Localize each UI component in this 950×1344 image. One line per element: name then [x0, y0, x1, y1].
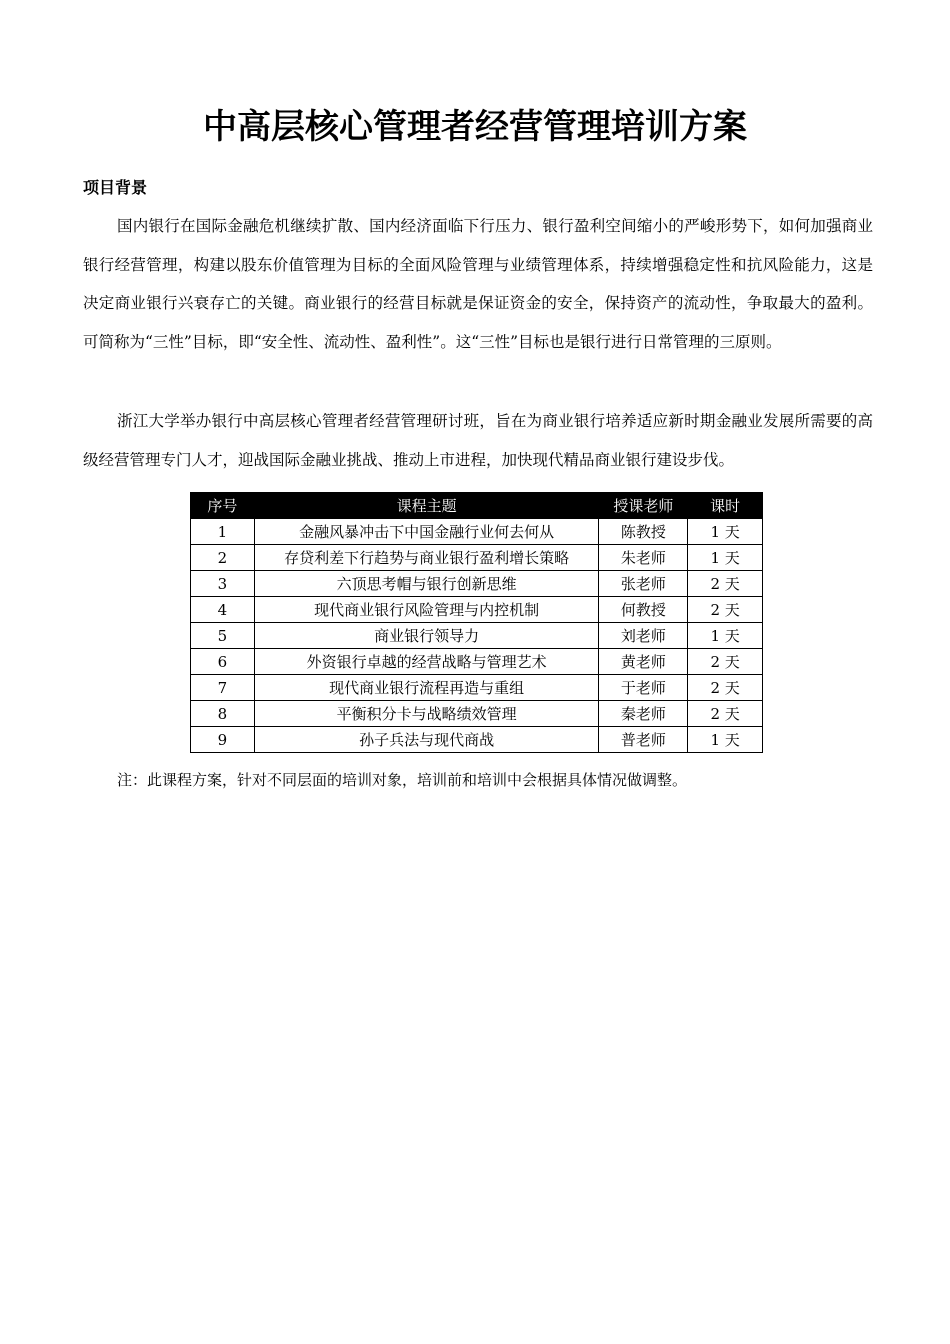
cell-teacher: 张老师 — [599, 571, 688, 597]
cell-hours: 2 天 — [688, 675, 763, 701]
cell-hours: 1 天 — [688, 727, 763, 753]
cell-teacher: 朱老师 — [599, 545, 688, 571]
footnote: 注：此课程方案，针对不同层面的培训对象，培训前和培训中会根据具体情况做调整。 — [117, 771, 688, 789]
cell-number: 4 — [191, 597, 255, 623]
cell-teacher: 于老师 — [599, 675, 688, 701]
cell-topic: 商业银行领导力 — [254, 623, 599, 649]
cell-teacher: 黄老师 — [599, 649, 688, 675]
cell-topic: 平衡积分卡与战略绩效管理 — [254, 701, 599, 727]
cell-topic: 外资银行卓越的经营战略与管理艺术 — [254, 649, 599, 675]
cell-hours: 2 天 — [688, 597, 763, 623]
table-header-row — [191, 493, 763, 519]
cell-teacher: 秦老师 — [599, 701, 688, 727]
table-row — [191, 571, 763, 597]
cell-topic: 现代商业银行流程再造与重组 — [254, 675, 599, 701]
cell-number: 7 — [191, 675, 255, 701]
header-hours: 课时 — [688, 493, 763, 519]
cell-topic: 存贷利差下行趋势与商业银行盈利增长策略 — [254, 545, 599, 571]
cell-number: 6 — [191, 649, 255, 675]
cell-number: 1 — [191, 519, 255, 545]
cell-hours: 2 天 — [688, 701, 763, 727]
cell-hours: 1 天 — [688, 623, 763, 649]
header-topic: 课程主题 — [254, 493, 599, 519]
document-title: 中高层核心管理者经营管理培训方案 — [203, 107, 747, 147]
cell-number: 9 — [191, 727, 255, 753]
cell-hours: 1 天 — [688, 519, 763, 545]
cell-teacher: 何教授 — [599, 597, 688, 623]
header-number: 序号 — [191, 493, 255, 519]
table-row — [191, 649, 763, 675]
section-heading-background: 项目背景 — [83, 178, 148, 197]
cell-teacher: 普老师 — [599, 727, 688, 753]
cell-hours: 2 天 — [688, 571, 763, 597]
background-paragraph-1: 国内银行在国际金融危机继续扩散、国内经济面临下行压力、银行盈利空间缩小的严峻形势下，如何加强商业银行经营管理，构建以股东价值管理为目标的全面风险管理与业绩管理体系，持续增强稳定性和抗风险能力，这是决定商业银行兴衰存亡的关键。商业银行的经营目标就是保证资金的安全，保持资产的流动性，争取最大的盈利。可简称为“三性”目标，即“安全性、流动性、盈利性”。这“三性”目标也是银行进行日常管理的三原则。 — [83, 217, 873, 351]
cell-teacher: 刘老师 — [599, 623, 688, 649]
cell-hours: 2 天 — [688, 649, 763, 675]
header-teacher: 授课老师 — [599, 493, 688, 519]
cell-topic: 现代商业银行风险管理与内控机制 — [254, 597, 599, 623]
cell-topic: 金融风暴冲击下中国金融行业何去何从 — [254, 519, 599, 545]
course-table — [190, 492, 763, 753]
table-row — [191, 519, 763, 545]
cell-teacher: 陈教授 — [599, 519, 688, 545]
cell-number: 5 — [191, 623, 255, 649]
table-row — [191, 545, 763, 571]
table-row — [191, 675, 763, 701]
background-paragraph-2: 浙江大学举办银行中高层核心管理者经营管理研讨班，旨在为商业银行培养适应新时期金融业发展所需要的高级经营管理专门人才，迎战国际金融业挑战、推动上市进程，加快现代精品商业银行建设步伐。 — [83, 412, 873, 469]
cell-number: 2 — [191, 545, 255, 571]
cell-topic: 六顶思考帽与银行创新思维 — [254, 571, 599, 597]
table-row — [191, 701, 763, 727]
table-row — [191, 727, 763, 753]
cell-number: 8 — [191, 701, 255, 727]
cell-number: 3 — [191, 571, 255, 597]
cell-hours: 1 天 — [688, 545, 763, 571]
table-row — [191, 623, 763, 649]
cell-topic: 孙子兵法与现代商战 — [254, 727, 599, 753]
table-row — [191, 597, 763, 623]
